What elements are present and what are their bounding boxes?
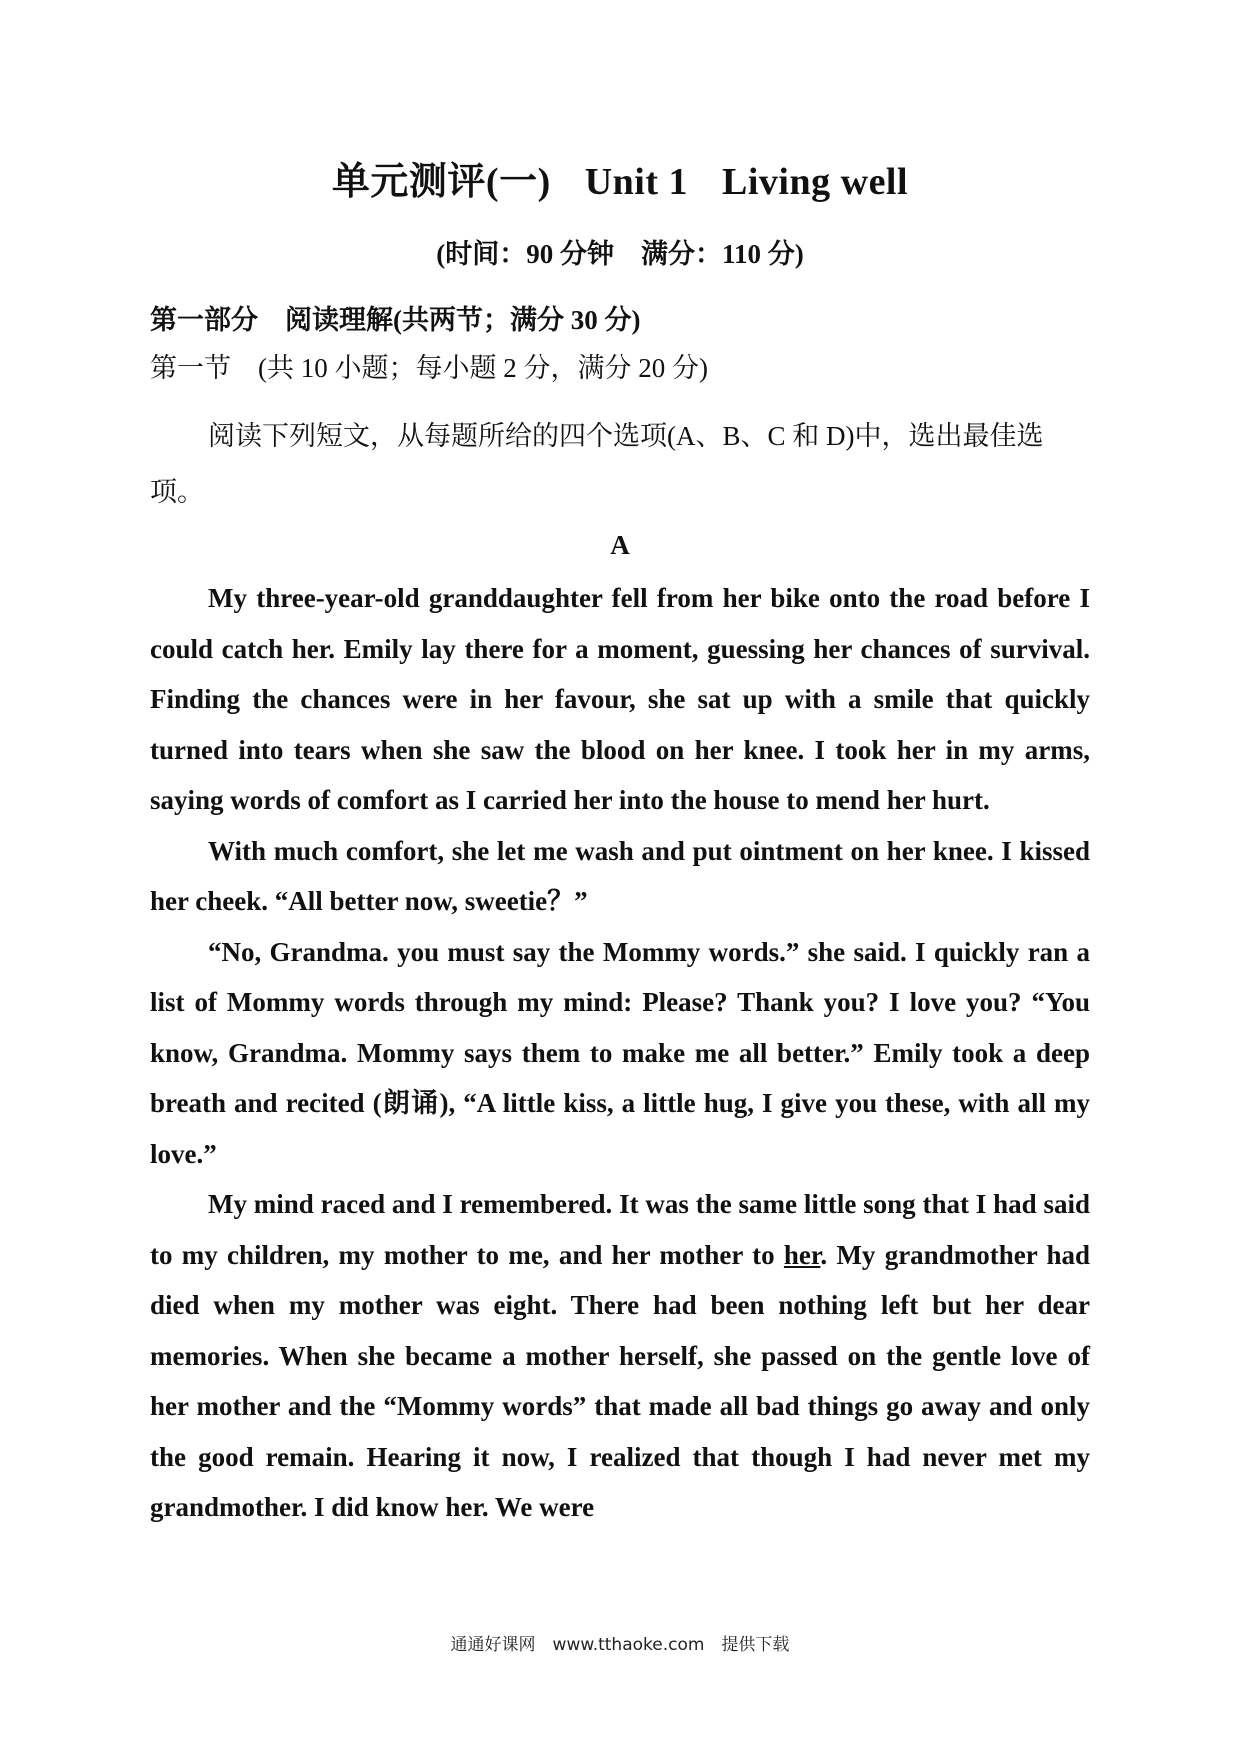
reading-instruction: 阅读下列短文，从每题所给的四个选项(A、B、C 和 D)中，选出最佳选项。 — [150, 421, 1044, 507]
page-title — [150, 150, 1090, 205]
paragraph-text: My mind raced and I remembered. It was the same little song that I had said to my children, my mother to me, and her mother to — [150, 1189, 1090, 1270]
passage-paragraph — [150, 1179, 1090, 1533]
passage-paragraph: My three-year-old granddaughter fell from her bike onto the road before I could catch her. Emily lay there for a moment, guessing her chances of survival. Finding the chances were in her favour, she sat up with a smile that quickly turned into tears when she saw the blood on her knee. I took her in my arms, saying words of comfort as I carried her into the house to mend her hurt. — [150, 583, 1090, 815]
section-one-heading: 第一节 (共 10 小题；每小题 2 分，满分 20 分) — [150, 353, 708, 383]
paragraph-text: . My grandmother had died when my mother was eight. There had been nothing left but her dear memories. When she became a mother herself, she passed on the gentle love of her mother and the “Mommy words” that made all bad things go away and only the good remain. Hearing it now, I realized that though I had never met my grandmother. I did know her. We were — [150, 1239, 1090, 1522]
passage-paragraph: “No, Grandma. you must say the Mommy words.” she said. I quickly ran a list of Mommy words through my mind: Please? Thank you? I love you? “You know, Grandma. Mommy says them to make me all better.” Emily took a deep breath and recited (朗诵), “A little kiss, a little hug, I give you these, with all my love.” — [150, 936, 1090, 1169]
passage-letter: A — [610, 530, 630, 560]
part-one-heading: 第一部分 阅读理解(共两节；满分 30 分) — [150, 305, 641, 335]
exam-time-score: (时间：90 分钟 满分：110 分) — [436, 239, 804, 269]
passage-a — [150, 573, 1090, 1533]
underlined-word: her — [783, 1239, 821, 1270]
title-english: Living well — [722, 161, 909, 203]
title-unit: Unit 1 — [584, 161, 689, 203]
document-page — [150, 0, 1090, 1754]
title-chinese: 单元测评(一) — [331, 161, 551, 203]
footer-watermark: 通通好课网 www.tthaoke.com 提供下载 — [450, 1635, 790, 1655]
passage-paragraph: With much comfort, she let me wash and put ointment on her knee. I kissed her cheek. “All better now, sweetie？” — [150, 835, 1090, 916]
